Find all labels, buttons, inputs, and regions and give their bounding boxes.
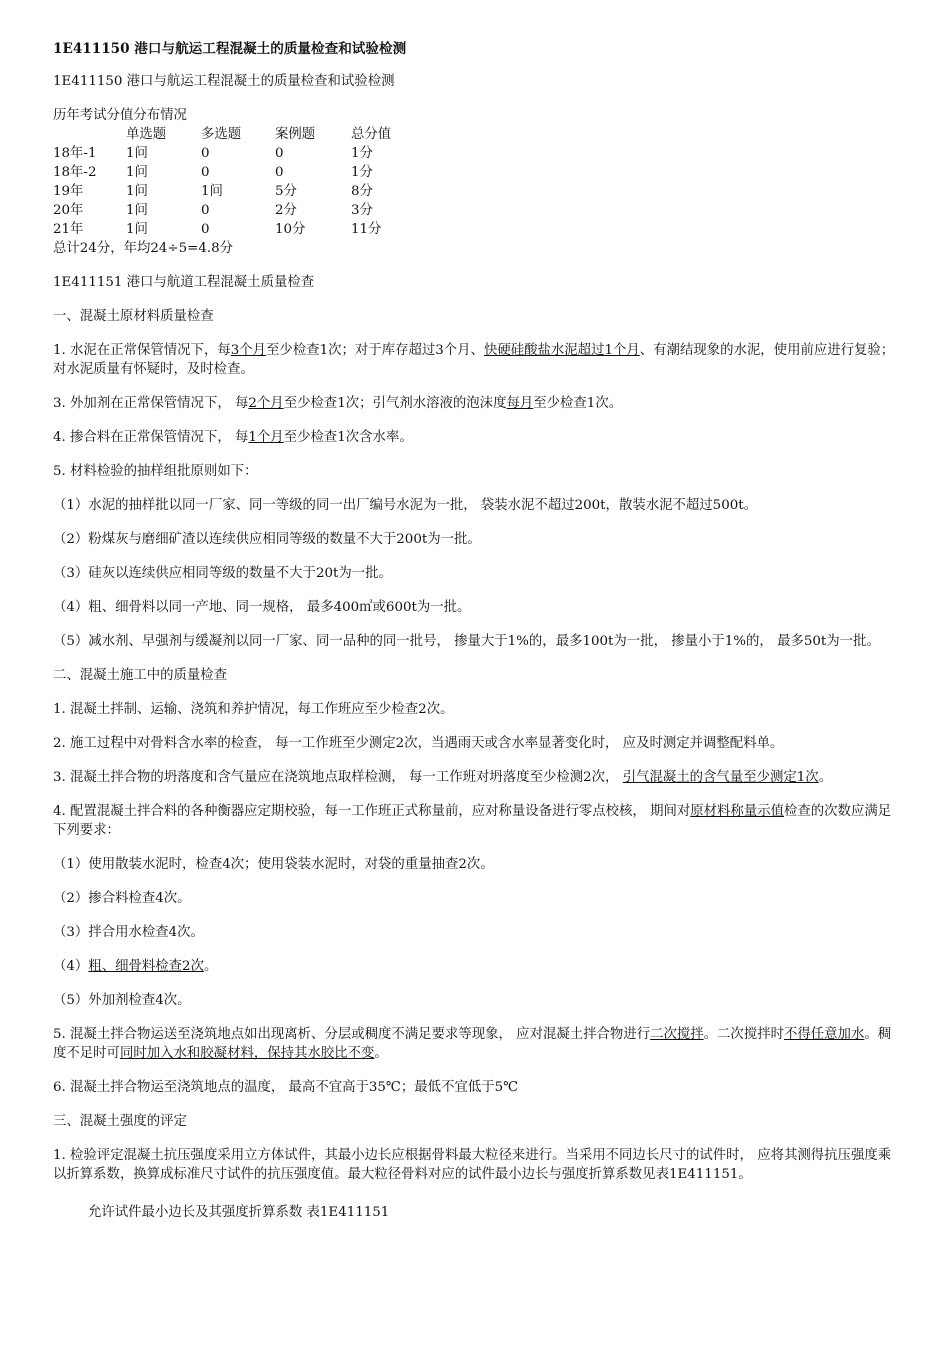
table-cell: 0 <box>201 222 210 237</box>
table-cell: 20年 <box>53 203 84 218</box>
table-cell: 2分 <box>275 203 297 218</box>
table-cell: 1问 <box>126 165 148 180</box>
list-item: （1）水泥的抽样批以同一厂家、同一等级的同一出厂编号水泥为一批， 袋装水泥不超过200t，散装水泥不超过500t。 <box>53 498 758 513</box>
list-item: （2）掺合料检查4次。 <box>53 891 191 906</box>
table-row <box>53 220 411 239</box>
text-run: 至少检查1次。 <box>533 396 623 411</box>
table-cell: 10分 <box>275 222 306 237</box>
paragraph: 6. 混凝土拌合物运至浇筑地点的温度， 最高不宜高于35℃；最低不宜低于5℃ <box>53 1080 519 1095</box>
table-cell: 8分 <box>351 184 373 199</box>
part-heading: 二、混凝土施工中的质量检查 <box>53 668 228 683</box>
text-run: 1. 水泥在正常保管情况下，每 <box>53 343 231 358</box>
table-cell: 18年-2 <box>53 165 97 180</box>
list-item: （4）粗、细骨料以同一产地、同一规格， 最多400㎥或600t为一批。 <box>53 600 471 615</box>
paragraph: 1. 检验评定混凝土抗压强度采用立方体试件，其最小边长应根据骨料最大粒径来进行。当采用不同边长尺寸的试件时， 应将其测得抗压强度乘以折算系数，换算成标准尺寸试件的抗压强度值。最大粒径骨料对应的试件最小边长与强度折算系数见表1E411151。 <box>53 1148 892 1182</box>
text-run: 、有潮结现象的水泥，使用前应进行复验；对水泥质量有怀疑时，及时检查。 <box>53 343 895 377</box>
table-cell: 3分 <box>351 203 373 218</box>
table-header-cell: 多选题 <box>201 127 242 142</box>
paragraph <box>53 394 901 413</box>
table-header-cell <box>53 125 126 144</box>
document-page <box>53 40 901 1222</box>
paragraph <box>53 768 901 787</box>
table-cell: 5分 <box>275 184 297 199</box>
text-run: 。 <box>203 959 218 974</box>
table-cell: 0 <box>201 146 210 161</box>
table-header-cell: 案例题 <box>275 127 316 142</box>
underlined-text: 引气混凝土的含气量至少测定1次 <box>622 770 819 785</box>
table-cell: 0 <box>201 165 210 180</box>
table-cell: 1分 <box>351 146 373 161</box>
text-run: 至少检查1次；引气剂水溶液的泡沫度 <box>283 396 507 411</box>
underlined-text: 同时加入水和胶凝材料，保持其水胶比不变 <box>119 1046 375 1061</box>
list-item: （3）拌合用水检查4次。 <box>53 925 204 940</box>
score-distribution-table <box>53 125 411 239</box>
text-run: 3. 混凝土拌合物的坍落度和含气量应在浇筑地点取样检测， 每一工作班对坍落度至少检测2次， <box>53 770 623 785</box>
underlined-text: 3个月 <box>230 343 267 358</box>
underlined-text: 快硬硅酸盐水泥超过1个月 <box>483 343 640 358</box>
paragraph <box>53 802 901 840</box>
text-run: 3. 外加剂在正常保管情况下， 每 <box>53 396 249 411</box>
table-caption: 允许试件最小边长及其强度折算系数 表1E411151 <box>88 1205 390 1220</box>
list-item: （1）使用散装水泥时，检查4次；使用袋装水泥时，对袋的重量抽查2次。 <box>53 857 494 872</box>
table-cell: 19年 <box>53 184 84 199</box>
table-cell: 0 <box>201 203 210 218</box>
table-cell: 21年 <box>53 222 84 237</box>
text-run: 至少检查1次；对于库存超过3个月、 <box>266 343 484 358</box>
table-cell: 0 <box>275 146 284 161</box>
table-cell: 18年-1 <box>53 146 97 161</box>
list-item: （5）减水剂、早强剂与缓凝剂以同一厂家、同一品种的同一批号， 掺量大于1%的，最多100t为一批， 掺量小于1%的， 最多50t为一批。 <box>53 634 880 649</box>
list-item <box>53 957 901 976</box>
paragraph: 1. 混凝土拌制、运输、浇筑和养护情况，每工作班应至少检查2次。 <box>53 702 454 717</box>
table-cell: 1问 <box>126 222 148 237</box>
underlined-text: 2个月 <box>248 396 284 411</box>
part-heading: 三、混凝土强度的评定 <box>53 1114 187 1129</box>
table-row <box>53 182 411 201</box>
paragraph <box>53 1025 901 1063</box>
underlined-text: 粗、细骨料检查2次 <box>88 959 204 974</box>
underlined-text: 原材料称量示值 <box>690 804 784 819</box>
text-run: 检查的次数应满足下列要求： <box>53 804 892 838</box>
score-total: 总计24分，年均24÷5=4.8分 <box>53 241 234 256</box>
paragraph <box>53 341 901 379</box>
table-cell: 11分 <box>351 222 382 237</box>
table-row <box>53 144 411 163</box>
list-item: （2）粉煤灰与磨细矿渣以连续供应相同等级的数量不大于200t为一批。 <box>53 532 481 547</box>
table-header-cell: 单选题 <box>126 127 167 142</box>
paragraph: 2. 施工过程中对骨料含水率的检查， 每一工作班至少测定2次，当遇雨天或含水率显著变化时， 应及时测定并调整配料单。 <box>53 736 784 751</box>
document-heading: 1E411150 港口与航运工程混凝土的质量检查和试验检测 <box>53 41 407 57</box>
text-run: 5. 混凝土拌合物运送至浇筑地点如出现离析、分层或稠度不满足要求等现象， 应对混凝土拌合物进行 <box>53 1027 651 1042</box>
paragraph: 5. 材料检验的抽样组批原则如下： <box>53 464 258 479</box>
text-run: 。稠度不足时可 <box>53 1027 892 1061</box>
table-cell: 1问 <box>126 203 148 218</box>
text-run: 至少检查1次含水率。 <box>283 430 413 445</box>
text-run: 4. 配置混凝土拌合料的各种衡器应定期校验，每一工作班正式称量前，应对称量设备进行零点校核， 期间对 <box>53 804 691 819</box>
table-cell: 1问 <box>201 184 223 199</box>
table-cell: 0 <box>275 165 284 180</box>
text-run: （4） <box>53 959 89 974</box>
text-run: 。 <box>374 1046 388 1061</box>
paragraph <box>53 428 901 447</box>
section-heading: 1E411150 港口与航运工程混凝土的质量检查和试验检测 <box>53 74 395 89</box>
underlined-text: 每月 <box>506 396 534 411</box>
underlined-text: 1个月 <box>248 430 284 445</box>
table-header-cell: 总分值 <box>351 127 392 142</box>
list-item: （5）外加剂检查4次。 <box>53 993 191 1008</box>
subsection-heading: 1E411151 港口与航道工程混凝土质量检查 <box>53 275 315 290</box>
list-item: （3）硅灰以连续供应相同等级的数量不大于20t为一批。 <box>53 566 392 581</box>
table-row <box>53 163 411 182</box>
text-run: 4. 掺合料在正常保管情况下， 每 <box>53 430 249 445</box>
table-cell: 1分 <box>351 165 373 180</box>
score-table-title: 历年考试分值分布情况 <box>53 108 187 123</box>
table-cell: 1问 <box>126 146 148 161</box>
underlined-text: 二次搅拌 <box>650 1027 704 1042</box>
text-run: 。 <box>818 770 833 785</box>
table-cell: 1问 <box>126 184 148 199</box>
table-header-row <box>53 125 411 144</box>
underlined-text: 不得任意加水 <box>784 1027 865 1042</box>
text-run: 。二次搅拌时 <box>703 1027 784 1042</box>
part-heading: 一、混凝土原材料质量检查 <box>53 309 214 324</box>
table-row <box>53 201 411 220</box>
